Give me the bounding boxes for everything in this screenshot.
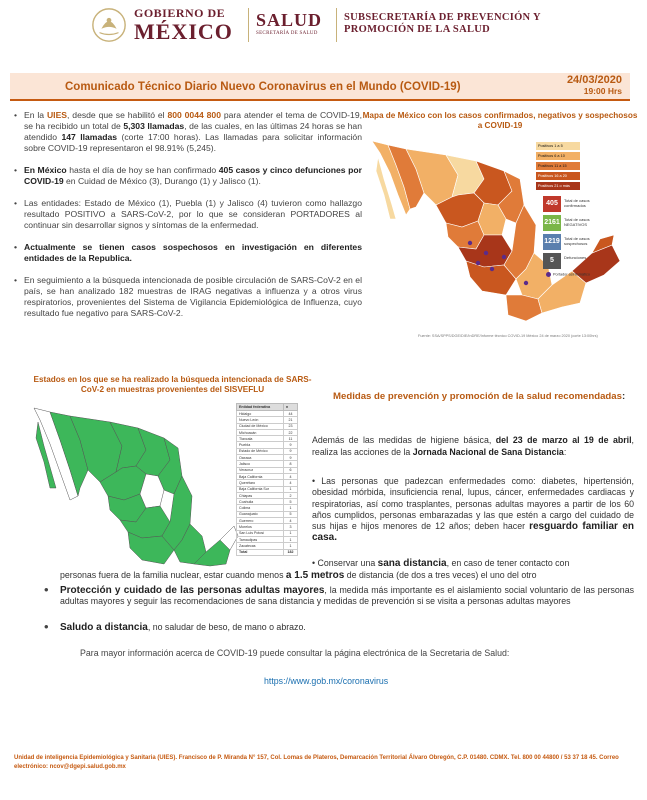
- bullet-icon: •: [44, 619, 49, 634]
- table-row: Ciudad de México 23: [237, 423, 298, 429]
- sisveflu-title: Estados en los que se ha realizado la búsqueda intencionada de SARS-CoV-2 en muestras provenientes del SISVEFLU: [33, 375, 312, 394]
- table-row: Morelos 3: [237, 524, 298, 530]
- stat-suspected: [543, 234, 633, 252]
- table-row: Nuevo León 21: [237, 417, 298, 423]
- bullet-suspected: • Actualmente se tienen casos sospechosos en investigación en diferentes entidades de la Republica.: [12, 242, 362, 264]
- gobierno-logo-text: [134, 6, 233, 43]
- summary-bullets: [12, 110, 362, 330]
- table-row: Estado de México 9: [237, 448, 298, 454]
- table-row: Guerrero 4: [237, 518, 298, 524]
- table-row: Jalisco 8: [237, 461, 298, 467]
- stat-confirmed-value: 405: [543, 196, 561, 212]
- stat-confirmed: [543, 196, 633, 214]
- salud-logo-text: [256, 10, 322, 36]
- stat-deaths-value: 5: [543, 253, 561, 269]
- table-row: Coahuila 5: [237, 499, 298, 505]
- coronavirus-link[interactable]: https://www.gob.mx/coronavirus: [264, 676, 389, 686]
- table-row: Oaxaca 9: [237, 455, 298, 461]
- table-row: Hidalgo 44: [237, 411, 298, 417]
- gobierno-line1: GOBIERNO DE: [134, 6, 226, 20]
- table-row: Zacatecas 1: [237, 543, 298, 549]
- table-row: Baja California Sur 1: [237, 486, 298, 492]
- page-title: Comunicado Técnico Diario Nuevo Coronavirus en el Mundo (COVID-19): [65, 81, 461, 93]
- stat-deaths: [543, 253, 633, 271]
- portador-dot-icon: [546, 272, 551, 277]
- report-time: 19:00 Hrs: [583, 86, 622, 96]
- header-divider: [336, 8, 337, 42]
- calls-highlight: 5,303 llamadas: [123, 121, 185, 131]
- table-row: San Luis Potosí 1: [237, 530, 298, 536]
- table-row: Baja California 4: [237, 473, 298, 479]
- subsecretaria-text: [344, 12, 541, 36]
- column-header-entity: Entidad federativa: [237, 404, 284, 411]
- bullet-icon: •: [44, 582, 49, 597]
- salud-line2: SECRETARÍA DE SALUD: [256, 31, 318, 36]
- legend-item: Positivos 11 a 15: [536, 162, 580, 170]
- stat-negative-value: 2161: [543, 215, 561, 231]
- map-legend: [536, 142, 596, 192]
- table-header-row: [237, 404, 298, 411]
- legend-item: Positivos 21 o más: [536, 182, 580, 190]
- bullet-confirmed: • En México hasta el día de hoy se han confirmado 405 casos y cinco defunciones por COVID-19 en Cuidad de México (3), Durango (1) y Jalisco (1).: [12, 165, 362, 187]
- medida-adultos-mayores: Protección y cuidado de las personas adultas mayores, la medida más importante es el aislamiento social voluntario de las personas adultas mayores y seguir las recomendaciones de sana distancia y medidas de prevención si se visita a personas adultas mayores: [60, 585, 634, 607]
- table-row: Querétaro 4: [237, 480, 298, 486]
- subsec-line1: SUBSECRETARÍA DE PREVENCIÓN Y: [344, 12, 541, 23]
- stat-negative-label: Total de casos NEGATIVOS: [564, 217, 590, 227]
- bullet-carriers: • Las entidades: Estado de México (1), Puebla (1) y Jalisco (4) tuvieron como hallazgo resultado POSITIVO a SARS-CoV-2, por lo que se consideran PORTADORES al continuar sin desarrollar signos y síntomas de la enfermedad.: [12, 198, 362, 231]
- table-row: Tamaulipas 1: [237, 536, 298, 542]
- legend-item: Positivos 1 a 5: [536, 142, 580, 150]
- medida-resguardo: • Las personas que padezcan enfermedades como: diabetes, hipertensión, obesidad mórbida, insuficiencia renal, lupus, cáncer, enfermedades cardiacas y respiratorias, así como trasplantes, personas adultas mayores a partir de los 60 años cumplidos, personas embarazadas y las que estén a cargo del cuidado de sus hijas e hijos menores de 12 años; deben hacer resguardo familiar en casa.: [312, 476, 634, 544]
- column-header-n: n: [284, 404, 298, 411]
- legend-item: Positivos 16 a 20: [536, 172, 580, 180]
- table-row: Tlaxcala 11: [237, 436, 298, 442]
- title-bar: [10, 73, 630, 101]
- map-title: Mapa de México con los casos confirmados, negativos y sospechosos a COVID-19: [362, 111, 638, 130]
- stat-negative: [543, 215, 633, 233]
- map-source: Fuente: SSA/SPPS/DGE/DIE/InDRE/Informe técnico COVID-19 México 24 de marzo 2020 (corte 13:00hrs): [418, 334, 598, 338]
- uies-highlight: UIES: [46, 110, 68, 120]
- attended-highlight: 147 llamadas: [61, 132, 118, 142]
- phone-highlight: 800 0044 800: [167, 110, 221, 120]
- gobierno-line2: MÉXICO: [134, 19, 233, 44]
- stat-deaths-label: Defunciones: [564, 255, 587, 260]
- medida-saludo: Saludo a distancia, no saludar de beso, de mano o abrazo.: [60, 622, 306, 633]
- medida-sana-distancia-cont: personas fuera de la familia nuclear, estar cuando menos a 1.5 metros de distancia (de dos a tres veces) el uno del otro: [60, 570, 537, 581]
- table-row: Chiapas 2: [237, 492, 298, 498]
- stat-confirmed-label: Total de casos confirmados: [564, 198, 590, 208]
- table-row: Michoacán 22: [237, 429, 298, 435]
- sisveflu-map: [30, 400, 240, 570]
- subsec-line2: PROMOCIÓN DE LA SALUD: [344, 24, 491, 35]
- page-header: [0, 0, 647, 52]
- report-date: 24/03/2020: [566, 74, 622, 86]
- stat-suspected-label: Total de casos sospechosos: [564, 236, 590, 246]
- bullet-uies: • En la UIES, desde que se habilitó el 800 0044 800 para atender el tema de COVID-19, se ha recibido un total de 5,303 llamadas, de las cuales, en las últimas 24 horas se han atendido 147 llamadas (corte 17:00 horas). Las llamadas para solicitar información sobre COVID-19 representaron el 98.91% (5,245).: [12, 110, 362, 154]
- date-box: [567, 74, 622, 96]
- table-row: Puebla 9: [237, 442, 298, 448]
- medidas-title: Medidas de prevención y promoción de la salud recomendadas:: [333, 391, 626, 402]
- sisveflu-table: [236, 403, 298, 556]
- portador-legend: Portador asintomático: [546, 272, 616, 277]
- bullet-sisveflu: • En seguimiento a la búsqueda intencionada de posible circulación de SARS-CoV-2 en el país, se han analizado 182 muestras de IRAG negativas a influenza y a otros virus respiratorios, provenientes del Sistema de Vigilancia Epidemiológica de Influenza, cuyo resultado fue negativo para SARS-CoV-2.: [12, 275, 362, 319]
- table-row: Veracruz 6: [237, 467, 298, 473]
- table-row-total: Total 182: [237, 549, 298, 555]
- medidas-intro: Además de las medidas de higiene básica, del 23 de marzo al 19 de abril, realiza las acciones de la Jornada Nacional de Sana Distancia:: [312, 435, 634, 457]
- more-info-text: Para mayor información acerca de COVID-19 puede consultar la página electrónica de la Secretaria de Salud:: [80, 648, 510, 658]
- stat-suspected-value: 1219: [543, 234, 561, 250]
- page-footer: Unidad de inteligencia Epidemiológica y Sanitaria (UIES). Francisco de P. Miranda N° 157, Col. Lomas de Plateros, Demarcación Territorial Álvaro Obregón, C.P. 01480. CDMX. Tel. 800 00 44800 / 53 37 18 45. Correo electrónico: ncov@dgepi.salud.gob.mx: [14, 755, 619, 770]
- header-divider: [248, 8, 249, 42]
- medida-sana-distancia: • Conservar una sana distancia, en caso de tener contacto con: [312, 558, 570, 569]
- table-row: Colima 1: [237, 505, 298, 511]
- salud-line1: SALUD: [256, 10, 323, 30]
- table-row: Guanajuato 5: [237, 511, 298, 517]
- coat-of-arms-logo: [90, 6, 128, 44]
- legend-item: Positivos 6 a 10: [536, 152, 580, 160]
